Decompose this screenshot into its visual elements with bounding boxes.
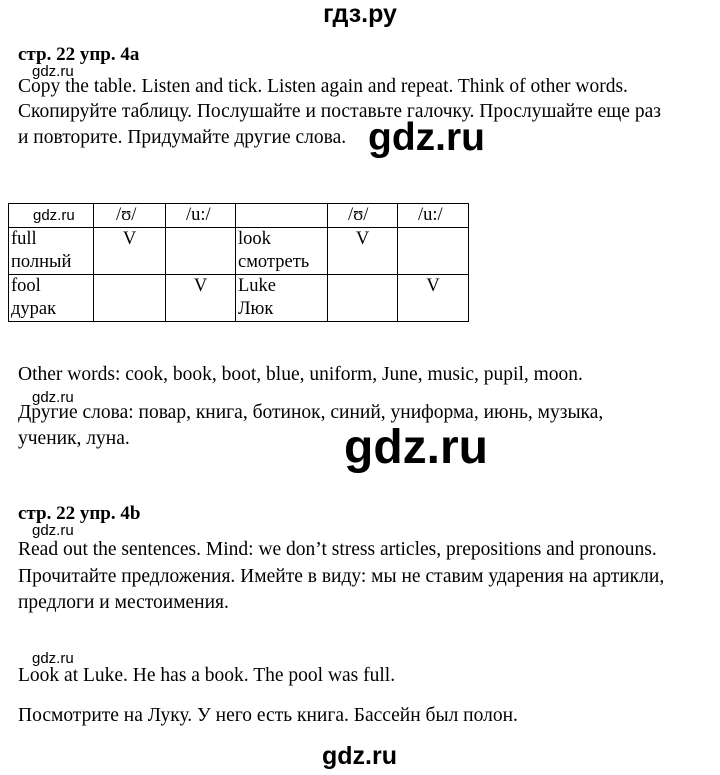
- table-cell-tick: V: [94, 228, 166, 275]
- table-header-row: [9, 204, 469, 228]
- sound-table: [8, 203, 469, 322]
- watermark-footer: gdz.ru: [322, 742, 397, 770]
- other-words-ru-line1: Другие слова: повар, книга, ботинок, синий, униформа, июнь, музыка,: [18, 402, 604, 423]
- table-row: [9, 228, 469, 275]
- exercise-4b-heading: стр. 22 упр. 4b: [18, 503, 141, 524]
- table-cell-tick: [398, 228, 469, 275]
- table-header-cell: /u:/: [166, 204, 236, 228]
- instruction-4b-en: Read out the sentences. Mind: we don’t stress articles, prepositions and pronouns.: [18, 539, 657, 560]
- table-cell-word: Luke Люк: [236, 275, 328, 322]
- table-cell-tick: [328, 275, 398, 322]
- table-cell-tick: V: [328, 228, 398, 275]
- watermark-big: gdz.ru: [368, 116, 485, 159]
- instruction-4b-ru-line1: Прочитайте предложения. Имейте в виду: мы не ставим ударения на артикли,: [18, 566, 665, 587]
- watermark-small: gdz.ru: [32, 650, 74, 667]
- instruction-4b-ru-line2: предлоги и местоимения.: [18, 592, 229, 613]
- watermark-small: gdz.ru: [32, 522, 74, 539]
- table-header-cell: /ʊ/: [328, 204, 398, 228]
- table-header-cell: [236, 204, 328, 228]
- table-header-cell: /ʊ/: [94, 204, 166, 228]
- table-cell-word: fool дурак: [9, 275, 94, 322]
- table-cell-tick: V: [398, 275, 469, 322]
- other-words-en: Other words: cook, book, boot, blue, uniform, June, music, pupil, moon.: [18, 364, 583, 385]
- watermark-small: gdz.ru: [32, 63, 74, 80]
- exercise-4a-heading: стр. 22 упр. 4а: [18, 44, 140, 65]
- watermark-big: gdz.ru: [344, 421, 488, 474]
- table-header-cell: /u:/: [398, 204, 469, 228]
- instruction-4a-ru-line2: и повторите. Придумайте другие слова.: [18, 127, 347, 148]
- table-cell-word: full полный: [9, 228, 94, 275]
- table-cell-tick: V: [166, 275, 236, 322]
- sentences-en: Look at Luke. He has a book. The pool was full.: [18, 665, 396, 686]
- table-row: [9, 275, 469, 322]
- site-header: гдз.ру: [323, 0, 397, 28]
- table-cell-tick: [94, 275, 166, 322]
- other-words-ru-line2: ученик, луна.: [18, 428, 130, 449]
- table-cell-word: look смотреть: [236, 228, 328, 275]
- sentences-ru: Посмотрите на Луку. У него есть книга. Бассейн был полон.: [18, 705, 518, 726]
- watermark-small: gdz.ru: [32, 389, 74, 406]
- table-cell-tick: [166, 228, 236, 275]
- table-header-cell: gdz.ru: [9, 204, 94, 228]
- instruction-4a-en: Copy the table. Listen and tick. Listen again and repeat. Think of other words.: [18, 76, 628, 97]
- instruction-4a-ru-line1: Скопируйте таблицу. Послушайте и поставьте галочку. Прослушайте еще раз: [18, 101, 661, 122]
